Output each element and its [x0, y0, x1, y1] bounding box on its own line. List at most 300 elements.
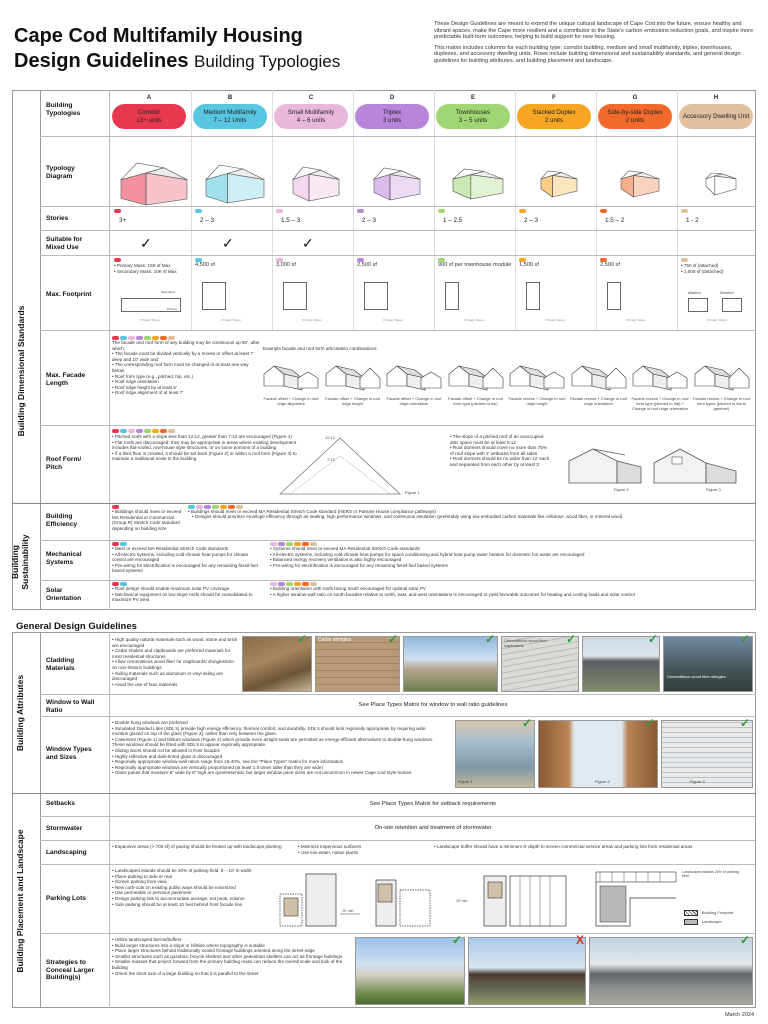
type-dot-a: [112, 542, 119, 546]
roof-fig2-label: Figure 2: [614, 487, 629, 492]
type-dot: [438, 209, 445, 213]
column-letter-h: H: [713, 95, 719, 101]
row-label-strategies: Strategies to Conceal Larger Building(s): [46, 959, 95, 982]
row-label-diagram: Typology Diagram: [46, 165, 75, 180]
roof-pitch-1: 12:12: [325, 435, 336, 440]
row-divider: [40, 136, 756, 137]
facade-figure-1: [262, 356, 320, 392]
footprint-plan-b: [202, 282, 226, 310]
row-label-facade: Max. Facade Length: [46, 372, 86, 387]
setbacks-text: See Place Types Matrix for setback requirements: [369, 801, 497, 807]
typology-pill-b[interactable]: [193, 104, 267, 129]
window-photo-casement: [455, 720, 535, 788]
solar-right: [270, 586, 750, 597]
type-dot-c: [270, 582, 277, 586]
bullet-line: • Orient the short axis of a large building so that it is parallel to the street: [112, 970, 259, 976]
column-divider: [272, 90, 273, 330]
primary-street-label: Primary Street: [707, 318, 727, 322]
type-dot-h: [168, 429, 175, 433]
window-photo-sdl: [661, 720, 753, 788]
row-divider: [40, 580, 756, 581]
column-divider: [515, 90, 516, 330]
footer-date: March 2024: [724, 1012, 754, 1018]
section-sustainability: Building Sustainability: [10, 534, 30, 590]
parking-dim-1: 10' min: [342, 909, 354, 913]
stories-dot-a: [114, 209, 121, 213]
typology-units: 13+ units: [136, 116, 162, 124]
type-dot-c: [128, 336, 135, 340]
bullet-line: • Balanced energy recovery ventilation is also highly encouraged: [270, 557, 402, 563]
primary-street-label: Primary Street: [464, 318, 484, 322]
typology-units: 7 – 12 Units: [213, 116, 247, 124]
bullet-line: • Flat roofs are discouraged; they may be appropriate in areas where existing development includes flat-roofed, row-house style structures, or on some portions of a building: [112, 439, 297, 451]
bullet-line: • Roof dormers should cover no more than 75% of roof slope with 3' setbacks from all sides: [450, 445, 547, 456]
row-label-roof: Roof Form/ Pitch: [46, 456, 82, 471]
diagram-c: [291, 165, 343, 205]
column-letter-d: D: [389, 95, 395, 101]
intro-text: These Design Guidelines are meant to extend the unique cultural landscape of Cape Cod into the future, ensure healthy and vibrant spaces, make the Cape more resilient and a contributor to the State's carbon emissions reduction goals, and inspire more predictable built-form outcomes, helping to build support for new housing. This matrix includes columns for each building type: corridor building, medium and small multifamily, triplex, townhouses, duplexes, and accessory dwelling units. Rows include building dimensional and sustainability standards, and general design guidelines for building attributes, and building placement and landscape.: [434, 21, 754, 64]
typology-name: Stacked Duplex: [532, 109, 576, 116]
primary-street-label: Primary Street: [140, 318, 160, 322]
stories-value-e: 1 – 2.5: [443, 217, 463, 224]
type-dot-c: [270, 542, 277, 546]
roof-figure-2: [565, 445, 645, 485]
windows-text: [112, 720, 442, 776]
row-label-efficiency: Building Efficiency: [46, 513, 78, 528]
mechanical-left: [112, 546, 262, 574]
strategy-photo-discouraged: [468, 937, 586, 1005]
typology-name: Accessory Dwelling Unit: [682, 112, 750, 120]
mixed-use-check-b: ✓: [222, 235, 234, 251]
footprint-value-c: 3,000 sf: [276, 262, 296, 268]
check-icon: ✓: [566, 632, 577, 646]
stories-value-a: 3+: [119, 217, 127, 224]
efficiency-right-1: • Buildings should meet or exceed MA Residential Stretch Code standard (HERS or Passive House compliance pathways): [188, 509, 437, 514]
type-dot-a: [112, 336, 119, 340]
type-dot-g: [228, 505, 235, 509]
typology-pill-h[interactable]: [679, 104, 753, 129]
bullet-line: • Place parking to side or rear: [112, 873, 173, 879]
cladding-photo-house: [403, 636, 498, 692]
strategy-photo-frontage: [355, 937, 465, 1005]
general-guidelines-title: General Design Guidelines: [16, 621, 137, 632]
pill-label: [136, 109, 161, 124]
label-divider: [109, 90, 110, 610]
bullet-line: • The facade must be divided vertically by a recess or offset at least 7' deep and 10' wide and: [112, 351, 254, 362]
primary-street-label: Primary Street: [221, 318, 241, 322]
bullet-line: • Roof ridge orientation: [112, 379, 159, 385]
bullet-line: • Side parking should be at least 10 feet behind front facade line: [112, 901, 243, 907]
legend-landscape-label: Landscape: [702, 919, 722, 924]
type-dot-g: [302, 582, 309, 586]
stories-dot-g: [600, 209, 607, 213]
row-divider: [40, 864, 756, 865]
stories-value-d: 2 – 3: [362, 217, 377, 224]
bullet-line: • Pre-wiring for electrification is encouraged for any remaining fossil-fuel based systems: [270, 562, 448, 568]
bullet-line: • Pre-wiring for electrification is encouraged for any remaining fossil-fuel based systems: [112, 562, 258, 574]
type-dot-h: [310, 582, 317, 586]
bullet-line: • Smaller structures such as gazebos, bicycle shelters and other pedestrian shelters can act as frontage buildings: [112, 953, 343, 959]
facade-figure-3: [385, 356, 443, 392]
type-dot-g: [302, 542, 309, 546]
facade-figure-8: [693, 356, 751, 392]
footprint-value-a: [114, 263, 188, 274]
typology-pill-g[interactable]: [598, 104, 672, 129]
footprint-line: • 1,000 sf (detached): [681, 268, 724, 274]
footprint-value-d: 2,500 sf: [357, 262, 377, 268]
facade-figure-6: [570, 356, 628, 392]
bullet-line: • Sliding doors should not be allowed in front facades: [112, 747, 220, 753]
legend-footprint-label: Building Footprint: [702, 910, 734, 915]
footprint-plan-f: [526, 282, 540, 310]
bullet-line: • Roof ridge alignment of at least 7': [112, 390, 184, 396]
bullet-line: • Double hung windows are preferred: [112, 720, 188, 725]
footprint-value-g: 2,500 sf: [600, 262, 620, 268]
bullet-line: • All-electric systems, including cold-climate heat pumps for climate control are encouraged: [112, 551, 249, 563]
stories-value-f: 2 – 3: [524, 217, 539, 224]
parking-diagram-2: [370, 870, 450, 930]
bullet-line: • Meet or exceed MA Residential Stretch Code standards: [112, 546, 229, 551]
bullet-line: • Regionally appropriate window-wall ratios range from 15-40%, see the "Place Types" matrix for more information: [112, 759, 344, 765]
typology-pill-a[interactable]: [112, 104, 186, 129]
type-dot: [438, 258, 445, 262]
primary-street-label: Primary Street: [545, 318, 565, 322]
mixed-use-check-a: ✓: [140, 235, 152, 251]
pill-label: [456, 109, 490, 124]
typology-pill-f[interactable]: [517, 104, 591, 129]
bullet-line: • Mechanical equipment on low slope roofs should be consolidated to maximize PV area: [112, 591, 253, 603]
bullet-line: • Casement (Figure 1) and tilt/turn windows (Figure 2) which provide more airtight seals are permitted as energy-efficient alternatives to double-hung windows. These windows should be fitted with SDL's to appear regionally appropriate.: [112, 736, 434, 748]
bullet-line: • Simulated Divided Lites (SDL's) provide high energy efficiency, thermal comfort, and durability. SDL's should look regionally appropriate by requiring wide muntins glazed on top of the glass (Figure 3), rather than only between the glass.: [112, 725, 426, 737]
primary-street-label: Primary Street: [383, 318, 403, 322]
type-dot-d: [278, 582, 285, 586]
row-label-typologies: Building Typologies: [46, 102, 81, 117]
bullet-line: • Roof dormers should be no wider than 12' each and separated from each other by at least 3': [450, 456, 550, 467]
bullet-line: • Screen parking from view: [112, 879, 167, 885]
type-dot-e: [144, 429, 151, 433]
diagram-e: [451, 167, 507, 203]
parking-diagram-1: [276, 870, 366, 930]
diagram-a: [119, 161, 191, 209]
row-divider: [40, 840, 756, 841]
stories-value-g: 1.5 – 2: [605, 217, 625, 224]
typology-units: 3 units: [382, 116, 402, 124]
type-dot-e: [286, 582, 293, 586]
type-dot-a: [112, 505, 119, 509]
type-dot: [600, 209, 607, 213]
footprint-line: • Primary Mass: 15K sf Max: [114, 263, 171, 268]
type-dot: [195, 209, 202, 213]
facade-figure-2: [324, 356, 382, 392]
diagram-h: [704, 171, 740, 199]
primary-street-label: Primary Street: [302, 318, 322, 322]
bullet-line: • Glass panes that measure 6" wide by 8" high are quintessential, but larger window pane sizes are not uncommon in newer Cape Cod style homes: [112, 770, 412, 776]
check-icon: ✓: [740, 632, 751, 646]
stories-value-c: 1.5 – 3: [281, 217, 301, 224]
solar-left: [112, 586, 262, 603]
adu-attached-plan: [688, 298, 708, 312]
type-dot: [357, 258, 364, 262]
column-divider: [353, 90, 354, 330]
type-dot-f: [152, 429, 159, 433]
row-divider: [40, 425, 756, 426]
footprint-plan-c: [283, 282, 307, 310]
mixed-use-check-c: ✓: [302, 235, 314, 251]
strategies-text: [112, 937, 352, 976]
bullet-line: • Utilize landscaped berms/buffers: [112, 937, 182, 942]
row-divider: [40, 933, 756, 934]
landscaping-text-2: • Minimize impervious surfaces • Use low-water, native plants: [298, 844, 362, 855]
check-icon: ✓: [522, 716, 533, 730]
x-icon: X: [576, 933, 585, 947]
typology-name: Small Multifamily: [287, 109, 335, 116]
pill-label: [532, 109, 575, 124]
adu-detached-plan: [722, 298, 742, 312]
footprint-dot-h: [681, 258, 688, 262]
mechanical-right: [270, 546, 750, 568]
type-dot-d: [278, 542, 285, 546]
secondary-label: Secondary: [161, 290, 176, 294]
diagram-f: [539, 169, 581, 201]
cladding-label-cedar: Cedar shingles: [318, 637, 352, 643]
facade-figure-7: [631, 356, 689, 392]
footprint-dot-a: [114, 258, 121, 262]
type-dot: [519, 258, 526, 262]
efficiency-right-2: • Designs should prioritize envelope efficiency through air sealing, high performance windows, and continuous insulation (preferably using low embodied carbon materials like cellulose, wood fiber, or mineral wool).: [192, 514, 624, 519]
bullet-line: • Pitched roofs with a slope less than 12:12, greater than 7:12 are encouraged (Figure 1): [112, 434, 292, 439]
primary-street-label: Primary Street: [626, 318, 646, 322]
check-icon: ✓: [388, 632, 399, 646]
typology-pill-e[interactable]: [436, 104, 510, 129]
window-fig2-label: Figure 2: [595, 779, 610, 784]
type-dot-b: [120, 542, 127, 546]
row-divider: [40, 255, 756, 256]
window-fig1-label: Figure 1: [458, 779, 473, 784]
row-label-cladding: Cladding Materials: [46, 657, 75, 672]
typology-pill-d[interactable]: [355, 104, 429, 129]
type-dot-d: [204, 505, 211, 509]
check-icon: ✓: [297, 632, 308, 646]
bullet-line: • Siding materials such as aluminum or vinyl siding are discouraged: [112, 670, 223, 682]
page-title: Cape Cod Multifamily Housing Design Guidelines Building Typologies: [14, 25, 341, 72]
stories-value-b: 2 – 3: [200, 217, 215, 224]
column-divider: [191, 90, 192, 330]
type-dot: [195, 258, 202, 262]
type-dot: [357, 209, 364, 213]
bullet-line: • Design parking lots to accommodate average, not peak, volume: [112, 895, 245, 901]
primary-label: Primary: [167, 307, 178, 311]
check-icon: ✓: [452, 933, 463, 947]
footprint-plan-g: [607, 282, 621, 310]
type-dot-h: [236, 505, 243, 509]
roof-dots: [112, 429, 175, 433]
roof-pitch-figure: [270, 434, 430, 498]
bullet-line: • Building orientation with roofs facing south encouraged for optimal solar PV: [270, 586, 426, 591]
column-divider: [434, 90, 435, 330]
footprint-line: • Secondary Mass: 10K sf Max: [114, 268, 177, 274]
section-attributes: Building Attributes: [15, 674, 25, 752]
type-dot: [519, 209, 526, 213]
row-divider: [40, 230, 756, 231]
typology-name: Medium Multifamily: [203, 109, 257, 116]
section-dimensional: Building Dimensional Standards: [16, 305, 26, 437]
column-letter-b: B: [227, 95, 233, 101]
type-dot-a: [112, 429, 119, 433]
type-dot: [681, 209, 688, 213]
row-label-wwr: Window to Wall Ratio: [46, 699, 95, 714]
bullet-line: • Smaller masses that project forward from the primary building mass can reduce the overall scale and bulk of the building: [112, 959, 343, 970]
column-divider: [596, 90, 597, 330]
stories-value-h: 1 - 2: [686, 217, 699, 224]
footprint-value-e: 900 sf per townhouse module: [438, 262, 512, 268]
typology-units: 4 – 6 units: [296, 116, 326, 124]
bullet-line: • Landscaped islands should be 20% of parking field, 8 – 10' in width: [112, 868, 252, 873]
typology-units: 3 – 5 units: [458, 116, 488, 124]
roof-fig1-label: Figure 1: [405, 490, 420, 495]
bullet-line: • Roof design should enable maximum solar PV coverage: [112, 586, 230, 591]
window-photo-tilt-turn: [538, 720, 658, 788]
type-dot-g: [160, 336, 167, 340]
strategy-photo-scaled: [589, 937, 753, 1005]
type-dot-g: [160, 429, 167, 433]
facade-caption-2: Facade offset + Change in roof ridge height: [325, 396, 380, 406]
check-icon: ✓: [485, 632, 496, 646]
bullet-line: • If a third floor is created, it should be set back (Figure 2) or within a roof form (Figure 3) to maintain a traditional scale to the building: [112, 450, 297, 462]
bullet-line: • Highly reflective and dark-tinted glass is discouraged: [112, 753, 223, 759]
column-divider: [677, 90, 678, 330]
type-dot-b: [188, 505, 195, 509]
row-label-landscaping: Landscaping: [46, 849, 87, 856]
type-dot-d: [136, 336, 143, 340]
bullet-line: • Roof form type (e.g., pitched, hip, etc.): [112, 373, 194, 379]
roof-figure-3: [650, 445, 740, 485]
cladding-label-shingles: Cementitious wood fiber shingles: [667, 674, 726, 679]
stories-dot-h: [681, 209, 688, 213]
section-placement: Building Placement and Landscape: [15, 829, 25, 973]
type-dot: [114, 258, 121, 262]
footprint-plan-d: [364, 282, 388, 310]
typology-name: Townhouses: [455, 109, 491, 116]
type-dot-h: [310, 542, 317, 546]
pill-label: [607, 109, 662, 124]
bullet-line: • Avoid the use of faux materials: [112, 681, 178, 687]
footprint-plan-e: [445, 282, 459, 310]
roof-text-right: [450, 434, 550, 468]
pill-label: [288, 109, 334, 124]
type-dot-f: [220, 505, 227, 509]
check-icon: ✓: [740, 933, 751, 947]
stories-dot-d: [357, 209, 364, 213]
facade-text: [112, 340, 262, 396]
bullet-line: The facade and roof form of any building may be continuous up 50', after which:: [112, 340, 260, 351]
roof-fig3-label: Figure 3: [706, 487, 721, 492]
bullet-line: • Allow cementitious wood fiber for clapboards/ shingles/trim on non-historic buildings: [112, 659, 234, 670]
row-label-solar: Solar Orientation: [46, 587, 82, 602]
diagram-d: [372, 166, 424, 204]
footprint-value-f: 1,500 sf: [519, 262, 539, 268]
type-dot: [276, 258, 283, 262]
facade-caption-5: Facade recess + Change in roof ridge height: [508, 396, 566, 406]
attached-label: Attached: [688, 291, 701, 295]
type-dot-b: [120, 429, 127, 433]
row-label-setbacks: Setbacks: [46, 800, 75, 807]
parking-islands-note: Landscaped islands 20% of parking field: [682, 870, 739, 879]
column-letter-f: F: [552, 95, 556, 101]
row-divider: [40, 694, 756, 695]
column-letter-a: A: [146, 95, 152, 101]
parking-text: [112, 868, 272, 907]
stormwater-text: On-site retention and treatment of stormwater: [374, 825, 492, 831]
type-dot: [600, 258, 607, 262]
bullet-line: • Place larger structures behind traditionally scaled frontage buildings oriented along the street edge: [112, 948, 315, 954]
bullet-line: • Cedar shakes and clapboards are preferred materials for most residential structures: [112, 648, 231, 659]
row-label-footprint: Max. Footprint: [46, 291, 92, 298]
facade-caption-6: Facade recess + Change in roof ridge orientation: [569, 396, 628, 406]
parking-diagram-4: [590, 868, 680, 930]
facade-caption-7: Facade recess + Change in roof form type (pitched to flat) + Change in roof ridge orientation: [631, 396, 689, 411]
general-divider: [40, 632, 41, 1008]
type-dot-f: [294, 582, 301, 586]
page-subtitle: Building Typologies: [194, 52, 341, 71]
stories-dot-e: [438, 209, 445, 213]
bullet-line: • A higher window-wall ratio on south facades relative to north, east, and west orientations is encouraged to yield favorable outcomes for heating and cooling loads and solar control: [270, 591, 635, 597]
stories-dot-b: [195, 209, 202, 213]
stories-dot-c: [276, 209, 283, 213]
row-label-stormwater: Stormwater: [46, 825, 83, 832]
check-icon: ✓: [740, 716, 751, 730]
type-dot-e: [144, 336, 151, 340]
bullet-line: • Systems should meet or exceed MA Residential Stretch Code standards: [270, 546, 420, 551]
bullet-line: • Regionally appropriate windows are vertically proportioned (at least 1.5 times taller than they are wide): [112, 764, 323, 770]
footprint-value-h: [681, 263, 755, 274]
type-dot: [114, 209, 121, 213]
type-dot-f: [152, 336, 159, 340]
facade-caption-4: Facade offset + Change in roof form type (pitched to hip): [448, 396, 503, 406]
footprint-value-b: 4,500 sf: [195, 262, 215, 268]
check-icon: ✓: [645, 716, 656, 730]
type-dot-f: [294, 542, 301, 546]
diagram-g: [619, 169, 663, 201]
legend-footprint-swatch: [684, 910, 698, 916]
facade-figure-5: [508, 356, 566, 392]
parking-dim-2: 10' min: [456, 899, 468, 903]
row-divider: [40, 816, 756, 817]
bullet-line: • Roof ridge height by at least 5': [112, 384, 177, 390]
cladding-text: [112, 637, 240, 687]
type-dot-b: [120, 336, 127, 340]
bullet-line: • Use permeable or pervious pavement: [112, 890, 192, 896]
type-dot-c: [196, 505, 203, 509]
type-dot-c: [128, 429, 135, 433]
legend-landscape-swatch: [684, 919, 698, 925]
type-dot-e: [212, 505, 219, 509]
column-letter-c: C: [308, 95, 314, 101]
efficiency-left: • Buildings should meet or exceed MA Residential or Commercial (Group R) Stretch Code standard depending on building size: [112, 509, 182, 531]
landscaping-text-3: • Landscape buffer should have a minimum 8' depth to screen commercial service areas and parking lots from residential areas: [434, 844, 693, 849]
type-dot-h: [168, 336, 175, 340]
matrix-divider: [40, 90, 41, 610]
roof-pitch-2: 7:12: [327, 457, 335, 462]
check-icon: ✓: [648, 632, 659, 646]
landscaping-text-1: • Expansive areas (> 700 sf) of paving should be broken up with landscape planting: [112, 844, 282, 849]
pill-label: [383, 109, 401, 124]
typology-pill-c[interactable]: [274, 104, 348, 129]
row-label-windows: Window Types and Sizes: [46, 746, 92, 761]
column-letter-e: E: [470, 95, 475, 101]
row-label-mechanical: Mechanical Systems: [46, 551, 82, 566]
typology-name: Corridor: [137, 109, 161, 116]
row-divider: [40, 540, 756, 541]
